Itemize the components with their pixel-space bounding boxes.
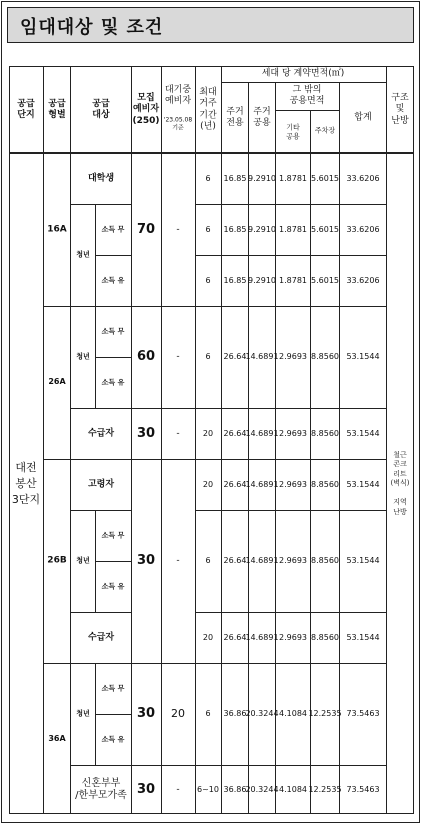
other-area-cell: 2.9693 bbox=[279, 556, 307, 565]
common-area-cell: 20.3244 bbox=[245, 709, 279, 718]
header-recruit: 모집 예비자 (250) bbox=[132, 93, 160, 126]
period-cell: 6~10 bbox=[197, 785, 219, 794]
type-26a: 26A bbox=[48, 377, 66, 386]
total-area-cell: 53.1544 bbox=[346, 633, 380, 642]
other-area-cell: 4.1084 bbox=[279, 709, 307, 718]
type-16a: 16A bbox=[47, 224, 67, 235]
parking-area-cell: 12.2535 bbox=[308, 785, 342, 794]
other-area-cell: 1.8781 bbox=[279, 276, 307, 285]
target-youth-26a: 청년 bbox=[76, 352, 90, 361]
common-area-cell: 14.6891 bbox=[245, 633, 279, 642]
recruit-26a-youth: 60 bbox=[136, 348, 156, 364]
income-yes-16a: 소득 유 bbox=[101, 276, 125, 285]
total-area-cell: 73.5463 bbox=[346, 709, 380, 718]
parking-area-cell: 5.6015 bbox=[311, 225, 339, 234]
other-area-cell: 1.8781 bbox=[279, 225, 307, 234]
target-recipient-26a: 수급자 bbox=[87, 428, 115, 439]
parking-area-cell: 8.8560 bbox=[311, 352, 339, 361]
income-none-26a: 소득 무 bbox=[101, 327, 125, 336]
parking-area-cell: 8.8560 bbox=[311, 633, 339, 642]
parking-area-cell: 8.8560 bbox=[311, 480, 339, 489]
exclusive-area-cell: 36.86 bbox=[223, 709, 247, 718]
other-area-cell: 1.8781 bbox=[279, 174, 307, 183]
exclusive-area-cell: 26.64 bbox=[223, 480, 247, 489]
parking-area-cell: 8.8560 bbox=[311, 556, 339, 565]
other-area-cell: 4.1084 bbox=[279, 785, 307, 794]
waiting-26b: - bbox=[176, 555, 180, 566]
total-area-cell: 33.6206 bbox=[346, 276, 380, 285]
header-type: 공급 형별 bbox=[48, 98, 66, 120]
income-none-26b: 소득 무 bbox=[101, 531, 125, 540]
other-area-cell: 2.9693 bbox=[279, 480, 307, 489]
exclusive-area-cell: 36.86 bbox=[223, 785, 247, 794]
header-structure: 구조 및 난방 bbox=[391, 93, 409, 126]
exclusive-area-cell: 16.85 bbox=[223, 225, 247, 234]
total-area-cell: 53.1544 bbox=[346, 352, 380, 361]
income-yes-26a: 소득 유 bbox=[101, 378, 125, 387]
common-area-cell: 14.6891 bbox=[245, 352, 279, 361]
income-none-16a: 소득 무 bbox=[101, 225, 125, 234]
header-total: 합계 bbox=[354, 112, 372, 123]
target-recipient-26b: 수급자 bbox=[87, 632, 115, 643]
period-cell: 20 bbox=[202, 480, 214, 489]
period-cell: 6 bbox=[205, 709, 211, 718]
parking-area-cell: 12.2535 bbox=[308, 709, 342, 718]
type-26b: 26B bbox=[47, 555, 67, 566]
recruit-26a-recipient: 30 bbox=[136, 425, 156, 441]
period-cell: 6 bbox=[205, 556, 211, 565]
waiting-16a: - bbox=[176, 224, 180, 235]
recruit-36a-newlywed: 30 bbox=[136, 781, 156, 797]
page-title: 임대대상 및 조건 bbox=[20, 17, 164, 38]
total-area-cell: 53.1544 bbox=[346, 556, 380, 565]
period-cell: 6 bbox=[205, 276, 211, 285]
period-cell: 6 bbox=[205, 225, 211, 234]
target-youth-16a: 청년 bbox=[76, 250, 90, 259]
period-cell: 6 bbox=[205, 352, 211, 361]
header-other-group: 그 밖의 공용면적 bbox=[289, 84, 325, 106]
header-area-group: 세대 당 계약면적(㎡) bbox=[261, 68, 345, 79]
target-elderly: 고령자 bbox=[87, 479, 115, 490]
header-waiting: 대기중 예비자 bbox=[164, 84, 192, 106]
exclusive-area-cell: 16.85 bbox=[223, 276, 247, 285]
target-university: 대학생 bbox=[87, 173, 115, 184]
parking-area-cell: 5.6015 bbox=[311, 174, 339, 183]
total-area-cell: 53.1544 bbox=[346, 480, 380, 489]
complex-name: 대전 봉산 3단지 bbox=[11, 461, 41, 506]
header-period: 최대 거주 기간 (년) bbox=[199, 87, 217, 132]
structure-value: 철근 콘크 리트 (벽식) 지역 난방 bbox=[390, 450, 410, 516]
header-other: 기타 공용 bbox=[286, 123, 300, 140]
exclusive-area-cell: 26.64 bbox=[223, 556, 247, 565]
common-area-cell: 9.2910 bbox=[248, 174, 276, 183]
target-youth-36a: 청년 bbox=[76, 709, 90, 718]
total-area-cell: 73.5463 bbox=[346, 785, 380, 794]
header-waiting-date: '23.05.08 기준 bbox=[163, 116, 193, 131]
type-36a: 36A bbox=[48, 734, 66, 743]
header-complex: 공급 단지 bbox=[17, 98, 35, 120]
header-exclusive: 주거 전용 bbox=[226, 106, 244, 128]
income-none-36a: 소득 무 bbox=[101, 684, 125, 693]
waiting-26a-youth: - bbox=[176, 351, 180, 362]
header-target: 공급 대상 bbox=[92, 98, 110, 120]
exclusive-area-cell: 26.64 bbox=[223, 429, 247, 438]
header-common: 주거 공용 bbox=[253, 106, 271, 128]
target-newlywed: 신혼부부 /한부모가족 bbox=[75, 778, 127, 801]
common-area-cell: 9.2910 bbox=[248, 276, 276, 285]
other-area-cell: 2.9693 bbox=[279, 429, 307, 438]
exclusive-area-cell: 26.64 bbox=[223, 633, 247, 642]
parking-area-cell: 8.8560 bbox=[311, 429, 339, 438]
other-area-cell: 2.9693 bbox=[279, 352, 307, 361]
parking-area-cell: 5.6015 bbox=[311, 276, 339, 285]
common-area-cell: 14.6891 bbox=[245, 429, 279, 438]
waiting-36a-youth: 20 bbox=[171, 707, 185, 721]
period-cell: 20 bbox=[202, 633, 214, 642]
other-area-cell: 2.9693 bbox=[279, 633, 307, 642]
income-yes-36a: 소득 유 bbox=[101, 735, 125, 744]
target-youth-26b: 청년 bbox=[76, 556, 90, 565]
common-area-cell: 14.6891 bbox=[245, 480, 279, 489]
header-parking: 주차장 bbox=[314, 126, 336, 135]
waiting-26a-recipient: - bbox=[176, 428, 180, 439]
total-area-cell: 33.6206 bbox=[346, 174, 380, 183]
total-area-cell: 53.1544 bbox=[346, 429, 380, 438]
waiting-36a-newlywed: - bbox=[176, 784, 180, 795]
recruit-26b: 30 bbox=[136, 552, 156, 568]
exclusive-area-cell: 26.64 bbox=[223, 352, 247, 361]
recruit-16a: 70 bbox=[136, 221, 156, 237]
exclusive-area-cell: 16.85 bbox=[223, 174, 247, 183]
common-area-cell: 20.3244 bbox=[245, 785, 279, 794]
total-area-cell: 33.6206 bbox=[346, 225, 380, 234]
common-area-cell: 14.6891 bbox=[245, 556, 279, 565]
recruit-36a-youth: 30 bbox=[136, 705, 156, 721]
common-area-cell: 9.2910 bbox=[248, 225, 276, 234]
period-cell: 20 bbox=[202, 429, 214, 438]
period-cell: 6 bbox=[205, 174, 211, 183]
income-yes-26b: 소득 유 bbox=[101, 582, 125, 591]
